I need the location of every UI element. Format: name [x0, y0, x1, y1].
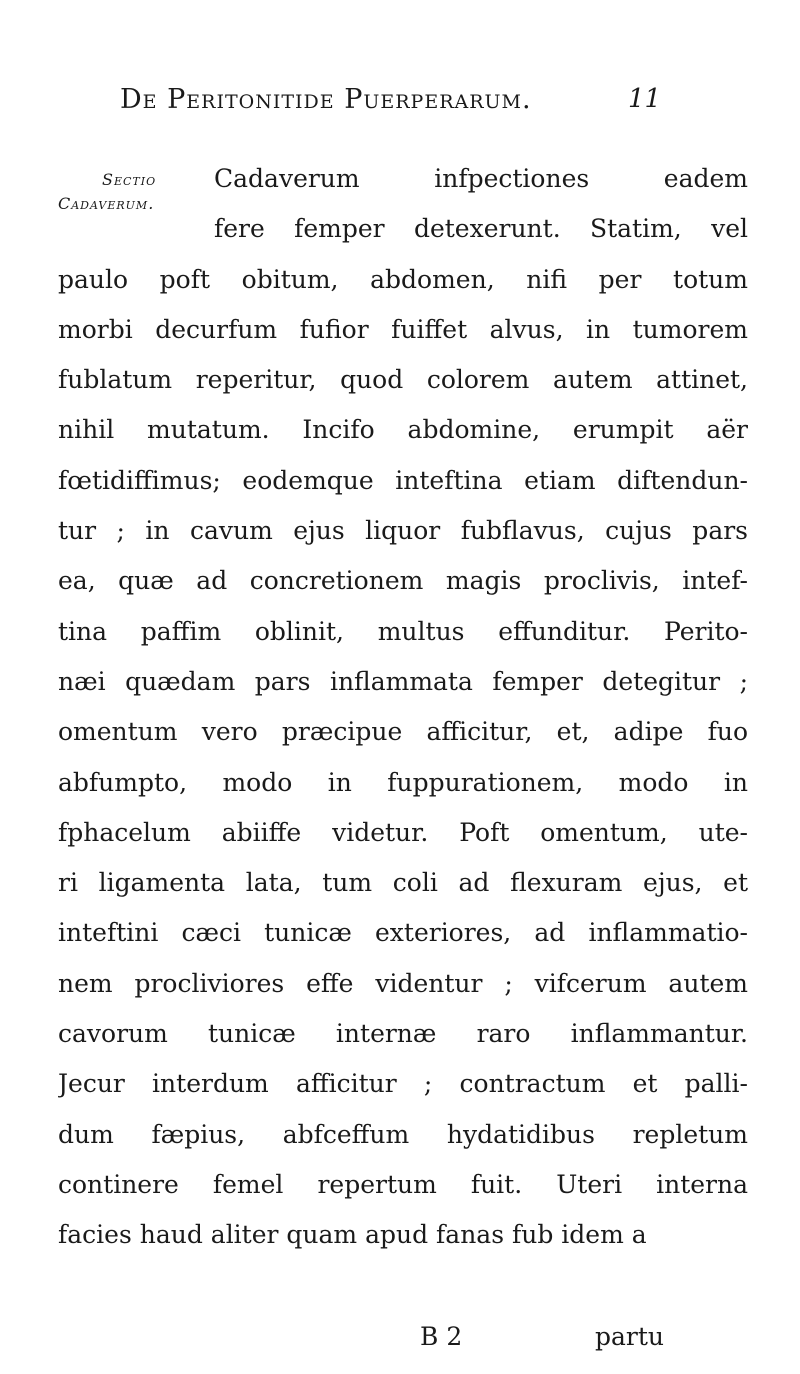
text-line: continere femel repertum fuit. Uteri interna	[58, 1169, 748, 1199]
margin-note-line-1: Sectio	[102, 170, 157, 189]
text-line: fphacelum abiiffe videtur. Poft omentum, ute-	[58, 817, 748, 847]
text-line: Cadaverum infpectiones eadem	[214, 164, 748, 193]
text-line: cavorum tunicæ internæ raro inflammantur.	[58, 1019, 748, 1049]
text-line: omentum vero præcipue afficitur, et, adipe fuo	[58, 717, 748, 747]
page-footer	[0, 1322, 800, 1362]
text-line: dum fæpius, abfceffum hydatidibus repletum	[58, 1119, 748, 1149]
text-line: morbi decurfum fufior fuiffet alvus, in tumorem	[58, 314, 748, 344]
text-line: abfumpto, modo in fuppurationem, modo in	[58, 767, 748, 797]
body-text	[58, 154, 748, 1261]
page-number: 11	[628, 84, 662, 114]
text-line: tur ; in cavum ejus liquor fubflavus, cujus pars	[58, 516, 748, 546]
text-line: tina paffim oblinit, multus effunditur. Perito-	[58, 616, 748, 646]
text-line: næi quædam pars inflammata femper detegitur ;	[58, 666, 748, 696]
running-title: De Peritonitide Puerperarum.	[120, 84, 532, 115]
text-line: nihil mutatum. Incifo abdomine, erumpit aër	[58, 415, 748, 445]
text-line: nem procliviores effe videntur ; vifcerum autem	[58, 968, 748, 998]
text-line: fere femper detexerunt. Statim, vel	[214, 214, 748, 244]
catchword: partu	[595, 1322, 665, 1351]
text-line: ea, quæ ad concretionem magis proclivis, intef-	[58, 566, 748, 596]
text-line: inteftini cæci tunicæ exteriores, ad inflammatio-	[58, 918, 748, 948]
margin-note-line-2: Cadaverum.	[58, 194, 155, 213]
running-head	[0, 84, 800, 124]
text-line: fublatum reperitur, quod colorem autem attinet,	[58, 365, 748, 395]
signature-mark: B 2	[420, 1322, 463, 1351]
text-line: ri ligamenta lata, tum coli ad flexuram ejus, et	[58, 868, 748, 898]
text-line: facies haud aliter quam apud fanas fub idem a	[58, 1220, 647, 1250]
text-line: paulo poft obitum, abdomen, nifi per totum	[58, 264, 748, 294]
text-line: fœtidiffimus; eodemque inteftina etiam diftendun-	[58, 465, 748, 495]
text-line: Jecur interdum afficitur ; contractum et palli-	[58, 1069, 748, 1099]
